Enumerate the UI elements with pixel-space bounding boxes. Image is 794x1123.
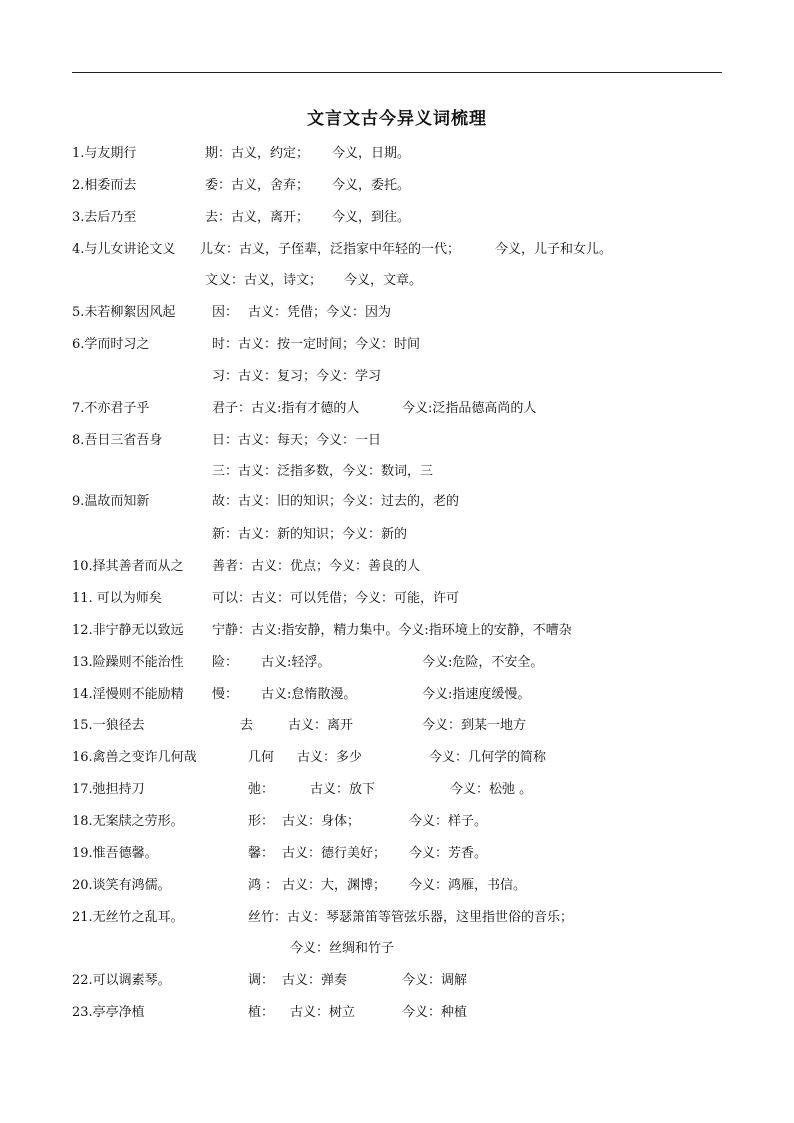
entry-term: 4.与儿女讲论文义 (72, 242, 176, 257)
entry-modern: 今义：芳香。 (409, 846, 488, 861)
entry-word: 时：古义：按一定时间；今义：时间 (212, 337, 421, 352)
entry-word: 君子：古义:指有才德的人 (212, 401, 360, 416)
entry-term: 13.险躁则不能治性 (72, 655, 184, 670)
entry-word: 弛： (248, 782, 275, 797)
entry-word: 植： (248, 1005, 275, 1020)
entry-modern: 今义，文章。 (344, 273, 423, 288)
entry-word: 可以：古义：可以凭借；今义：可能，许可 (212, 591, 460, 606)
entry-modern: 今义:危险，不安全。 (422, 655, 544, 670)
entry-word: 因： (212, 305, 239, 320)
entry-modern: 今义：到某一地方 (422, 718, 527, 733)
entry-modern: 今义，委托。 (332, 178, 411, 193)
entry-term: 18.无案牍之劳形。 (72, 814, 184, 829)
entry-ancient: 古义：放下 (310, 782, 376, 797)
entry-modern: 今义:泛指品德高尚的人 (402, 401, 537, 416)
entry-word: 文义：古义，诗文； (205, 273, 323, 288)
entry-term: 17.弛担持刀 (72, 782, 145, 797)
entry-word: 故：古义：旧的知识；今义：过去的，老的 (212, 494, 460, 509)
entry-word: 委：古义，舍弃； (205, 178, 310, 193)
header-rule (72, 72, 722, 73)
entry-word: 几何 (248, 750, 275, 765)
entry-ancient: 古义：身体； (282, 814, 361, 829)
entry-term: 11. 可以为师矣 (72, 591, 162, 606)
entry-word: 期：古义，约定； (205, 146, 310, 161)
entry-word: 儿女：古义，子侄辈，泛指家中年轻的一代； (200, 242, 461, 257)
entry-term: 22.可以调素琴。 (72, 973, 171, 988)
entry-term: 15.一狼径去 (72, 718, 145, 733)
entry-modern: 今义，日期。 (332, 146, 411, 161)
entry-term: 1.与友期行 (72, 146, 137, 161)
entry-term: 21.无丝竹之乱耳。 (72, 910, 184, 925)
entry-term: 10.择其善者而从之 (72, 559, 184, 574)
entry-ancient: 古义：离开 (288, 718, 354, 733)
entry-term: 7.不亦君子乎 (72, 401, 150, 416)
page-title: 文言文古今异义词梳理 (307, 109, 487, 129)
entry-word: 鸿 ： (248, 878, 279, 893)
entry-word: 慢： (212, 687, 239, 702)
entry-modern: 今义：松弛 。 (450, 782, 533, 797)
entry-term: 23.亭亭净植 (72, 1005, 145, 1020)
entry-modern: 今义，到往。 (332, 210, 411, 225)
entry-word: 新：古义：新的知识；今义：新的 (212, 527, 408, 542)
entry-term: 14.淫慢则不能励精 (72, 687, 184, 702)
entry-ancient: 古义：德行美好； (282, 846, 387, 861)
entry-modern: 今义：调解 (402, 973, 468, 988)
entry-word: 险： (212, 655, 239, 670)
entry-ancient: 古义：大，渊博； (282, 878, 387, 893)
entry-term: 19.惟吾德馨。 (72, 846, 158, 861)
entry-ancient: 古义：凭借；今义：因为 (248, 305, 392, 320)
entry-word: 今义：丝绸和竹子 (290, 941, 395, 956)
entry-word: 形： (248, 814, 275, 829)
entry-modern: 今义：几何学的简称 (429, 750, 547, 765)
entry-term: 20.谈笑有鸿儒。 (72, 878, 171, 893)
entry-term: 5.未若柳絮因风起 (72, 305, 176, 320)
entry-word: 宁静：古义:指安静，精力集中。今义:指环境上的安静，不嘈杂 (212, 623, 572, 638)
entry-term: 6.学而时习之 (72, 337, 150, 352)
entry-ancient: 古义：弹奏 (282, 973, 348, 988)
entry-modern: 今义：样子。 (409, 814, 488, 829)
entry-ancient: 古义:轻浮。 (261, 655, 331, 670)
entry-word: 调： (248, 973, 275, 988)
entry-term: 8.吾日三省吾身 (72, 433, 163, 448)
entry-modern: 今义：鸿雁，书信。 (409, 878, 527, 893)
entry-word: 习：古义：复习；今义：学习 (212, 369, 382, 384)
entry-modern: 今义:指速度缓慢。 (422, 687, 531, 702)
entry-term: 9.温故而知新 (72, 494, 150, 509)
entry-modern: 今义：种植 (402, 1005, 468, 1020)
entry-word: 去 (240, 718, 254, 733)
entry-word: 去：古义，离开； (205, 210, 310, 225)
entry-ancient: 古义：树立 (290, 1005, 356, 1020)
entry-modern: 今义，儿子和女儿。 (495, 242, 613, 257)
entry-term: 16.禽兽之变诈几何哉 (72, 750, 197, 765)
entry-ancient: 古义：多少 (297, 750, 363, 765)
entry-ancient: 古义:怠惰散漫。 (261, 687, 357, 702)
entry-word: 馨： (248, 846, 275, 861)
entry-word: 善者：古义：优点；今义：善良的人 (212, 559, 421, 574)
entry-term: 2.相委而去 (72, 178, 137, 193)
entry-term: 12.非宁静无以致远 (72, 623, 184, 638)
entry-word: 日：古义：每天；今义：一日 (212, 433, 382, 448)
entry-word: 丝竹：古义：琴瑟箫笛等管弦乐器，这里指世俗的音乐； (248, 910, 574, 925)
entry-term: 3.去后乃至 (72, 210, 137, 225)
entry-word: 三：古义：泛指多数，今义：数词，三 (212, 464, 434, 479)
